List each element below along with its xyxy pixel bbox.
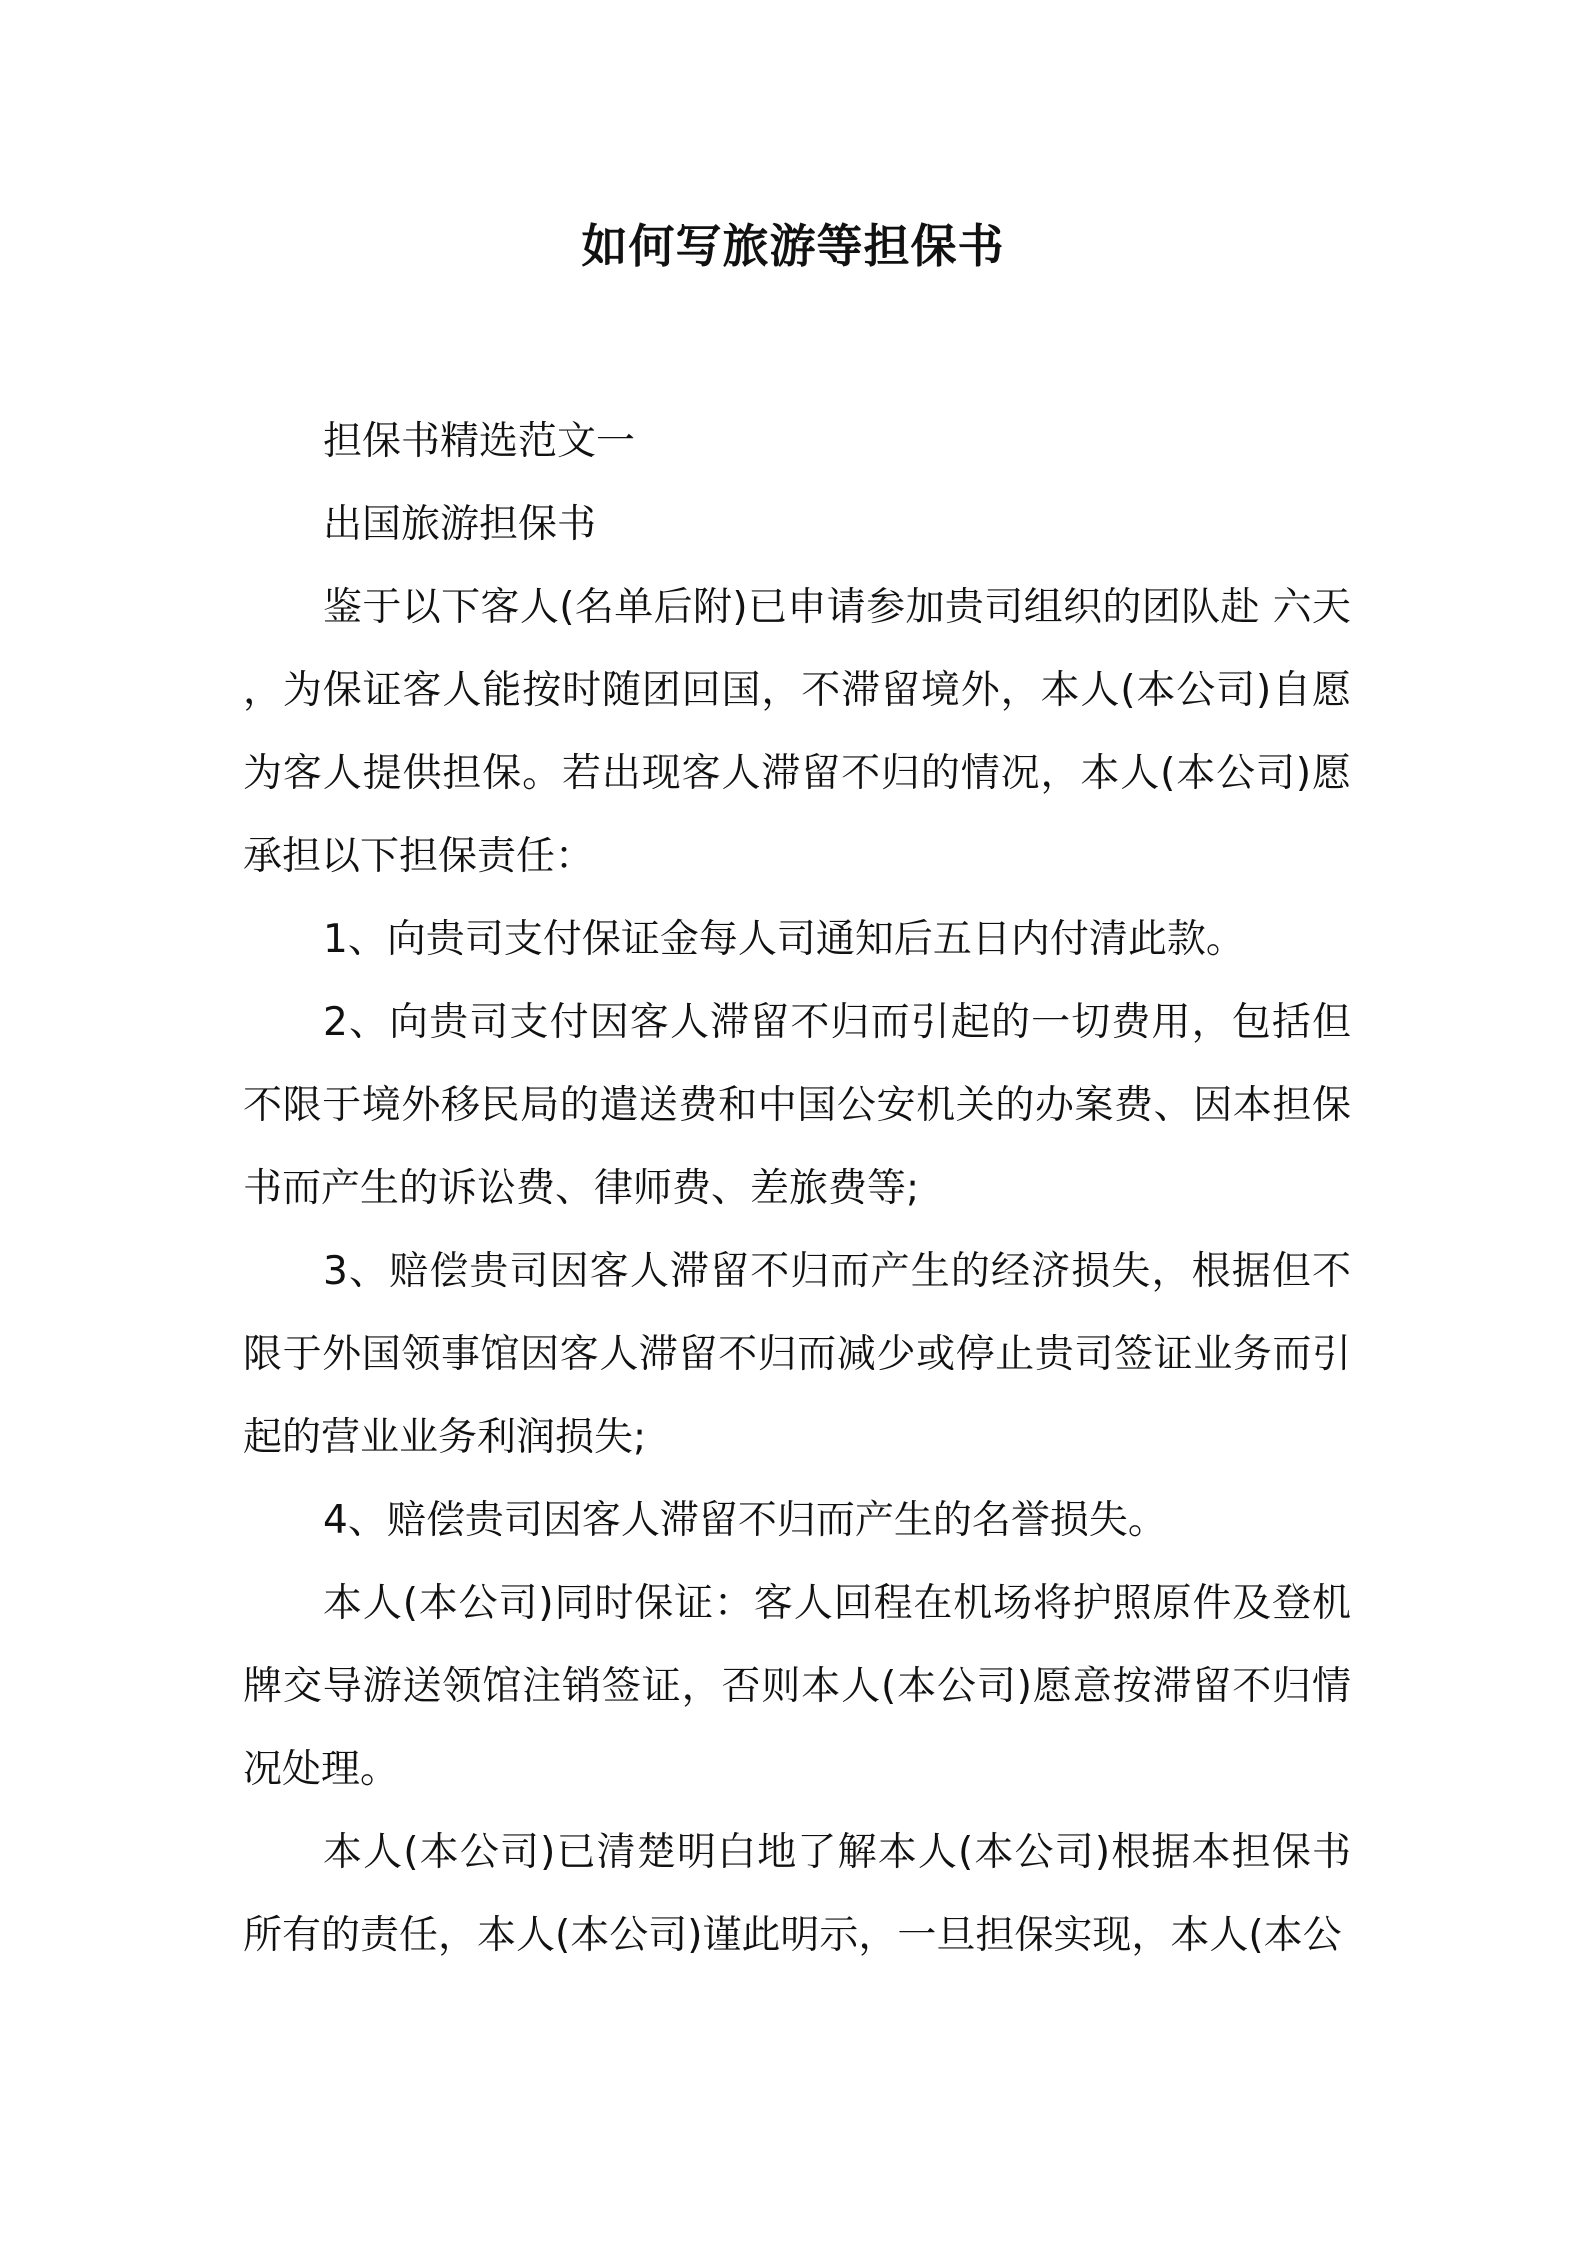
- document-body: [243, 400, 1351, 1977]
- document-title: 如何写旅游等担保书: [581, 219, 1005, 273]
- paragraph-item-4: 4、赔偿贵司因客人滞留不归而产生的名誉损失。: [323, 1498, 1167, 1543]
- paragraph-acknowledgement: 本人(本公司)已清楚明白地了解本人(本公司)根据本担保书所有的责任，本人(本公司)谨此明示，一旦担保实现，本人(本公: [243, 1830, 1351, 1958]
- paragraph-intro: 鉴于以下客人(名单后附)已申请参加贵司组织的团队赴 六天 ，为保证客人能按时随团回国，不滞留境外，本人(本公司)自愿为客人提供担保。若出现客人滞留不归的情况，本人(本公司)愿承担以下担保责任：: [243, 585, 1351, 879]
- paragraph-heading-sample: 担保书精选范文一: [323, 419, 636, 464]
- paragraph-letter-title: 出国旅游担保书: [323, 502, 597, 547]
- paragraph-guarantee: 本人(本公司)同时保证：客人回程在机场将护照原件及登机牌交导游送领馆注销签证，否则本人(本公司)愿意按滞留不归情况处理。: [243, 1581, 1351, 1792]
- paragraph-item-3: 3、赔偿贵司因客人滞留不归而产生的经济损失，根据但不限于外国领事馆因客人滞留不归而减少或停止贵司签证业务而引起的营业业务利润损失;: [243, 1249, 1351, 1460]
- paragraph-item-2: 2、向贵司支付因客人滞留不归而引起的一切费用，包括但不限于境外移民局的遣送费和中国公安机关的办案费、因本担保书而产生的诉讼费、律师费、差旅费等;: [243, 1000, 1351, 1211]
- paragraph-item-1: 1、向贵司支付保证金每人司通知后五日内付清此款。: [323, 917, 1245, 962]
